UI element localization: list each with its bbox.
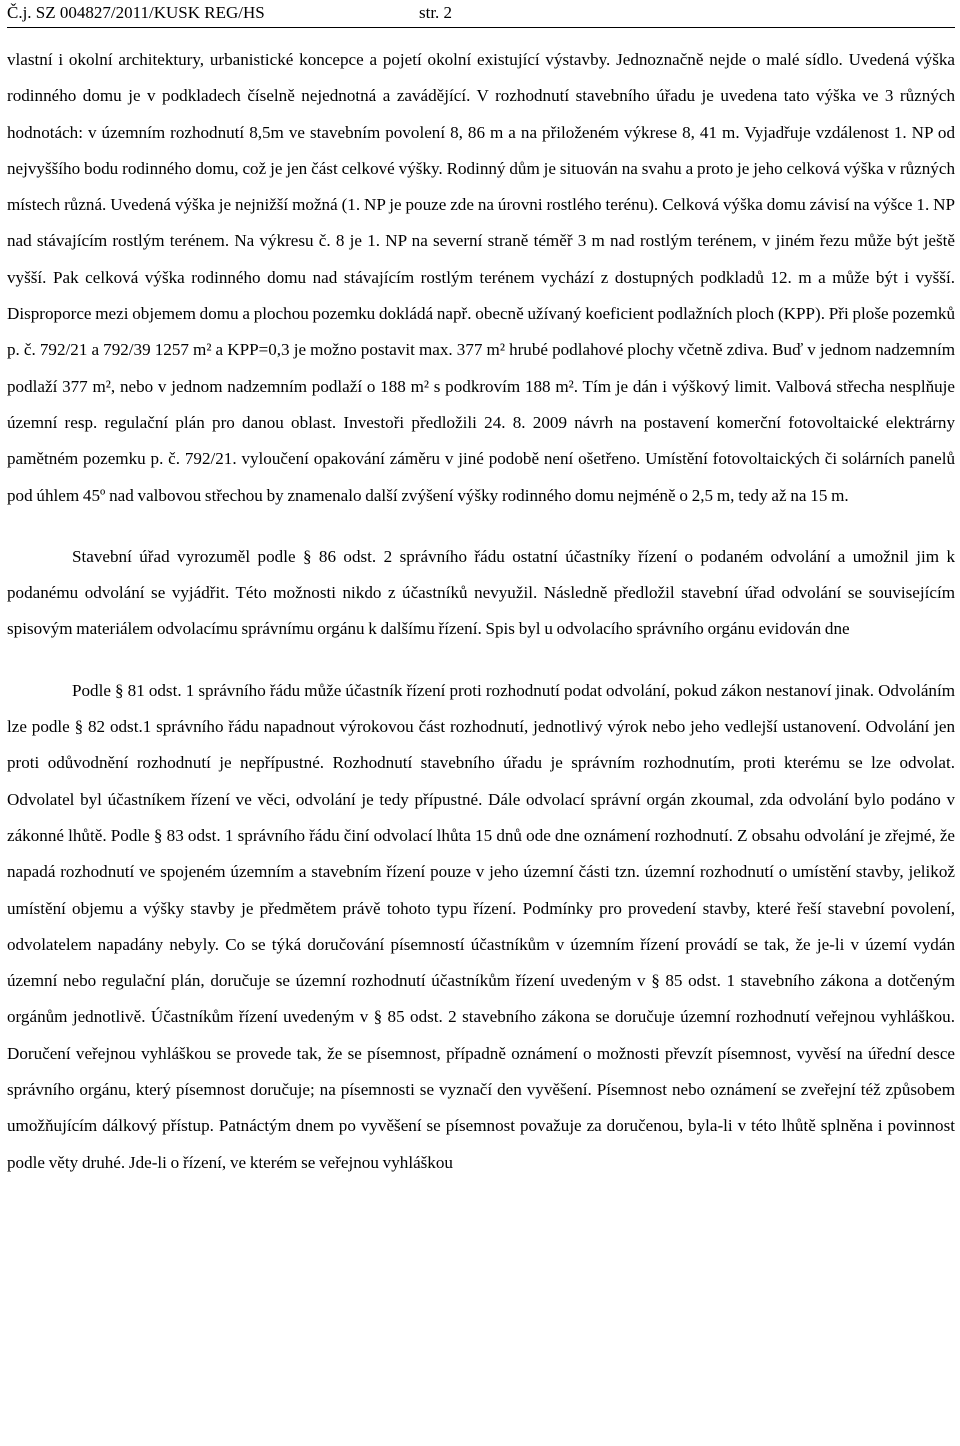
document-body [7,42,955,1181]
paragraph-gap [7,648,955,673]
paragraph-architecture: vlastní i okolní architektury, urbanistické koncepce a pojetí okolní existující výstavby. Jednoznačně nejde o malé sídlo. Uvedená výška rodinného domu je v podkladech číselně nejednotná a zavádějící. V rozhodnutí stavebního úřadu je uvedena tato výška ve 3 různých hodnotách: v územním rozhodnutí 8,5m ve stavebním povolení 8, 86 m a na přiloženém výkrese 8, 41 m. Vyjadřuje vzdálenost 1. NP od nejvyššího bodu rodinného domu, což je jen část celkové výšky. Rodinný dům je situován na svahu a proto je jeho celková výška v různých místech různá. Uvedená výška je nejnižší možná (1. NP je pouze zde na úrovni rostlého terénu). Celková výška domu závisí na výšce 1. NP nad stávajícím rostlým terénem. Na výkresu č. 8 je 1. NP na severní straně téměř 3 m nad rostlým terénem, v jiném řezu může být ještě vyšší. Pak celková výška rodinného domu nad stávajícím rostlým terénem vychází z dostupných podkladů 12. m a může být i vyšší. Disproporce mezi objemem domu a plochou pozemku dokládá např. obecně užívaný koeficient podlažních ploch (KPP). Při ploše pozemků p. č. 792/21 a 792/39 1257 m² a KPP=0,3 je možno postavit max. 377 m² hrubé podlahové plochy včetně zdiva. Buď v jednom nadzemním podlaží 377 m², nebo v jednom nadzemním podlaží o 188 m² s podkrovím 188 m². Tím je dán i výškový limit. Valbová střecha nesplňuje územní resp. regulační plán pro danou oblast. Investoři předložili 24. 8. 2009 návrh na postavení komerční fotovoltaické elektrárny pamětném pozemku p. č. 792/21. vyloučení opakování záměru v jiné podobě není ošetřeno. Umístění fotovoltaických či solárních panelů pod úhlem 45º nad valbovou střechou by znamenalo další zvýšení výšky rodinného domu nejméně o 2,5 m, tedy až na 15 m. [7,50,956,505]
paragraph-notification: Stavební úřad vyrozuměl podle § 86 odst. 2 správního řádu ostatní účastníky řízení o podaném odvolání a umožnil jim k podanému odvolání se vyjádřit. Této možnosti nikdo z účastníků nevyužil. Následně předložil stavební úřad odvolání se souvisejícím spisovým materiálem odvolacímu správnímu orgánu k dalšímu řízení. Spis byl u odvolacího správního orgánu evidován dne [7,546,955,639]
paragraph-gap [7,514,955,539]
case-reference: Č.j. SZ 004827/2011/KUSK REG/HS [7,3,265,22]
page-number: str. 2 [419,3,453,22]
page-header [7,3,955,28]
paragraph-appeal-assessment: Podle § 81 odst. 1 správního řádu může účastník řízení proti rozhodnutí podat odvolání, pokud zákon nestanoví jinak. Odvoláním lze podle § 82 odst.1 správního řádu napadnout výrokovou část rozhodnutí, jednotlivý výrok nebo jeho vedlejší ustanovení. Odvolání jen proti odůvodnění rozhodnutí je nepřípustné. Rozhodnutí stavebního úřadu je správním rozhodnutím, proti kterému se lze odvolat. Odvolatel byl účastníkem řízení ve věci, odvolání je tedy přípustné. Dále odvolací správní orgán zkoumal, zda odvolání bylo podáno v zákonné lhůtě. Podle § 83 odst. 1 správního řádu činí odvolací lhůta 15 dnů ode dne oznámení rozhodnutí. Z obsahu odvolání je zřejmé, že napadá rozhodnutí ve spojeném územním a stavebním řízení pouze v jeho územní části tzn. územní rozhodnutí o umístění stavby, jelikož umístění objemu a výšky stavby je předmětem právě tohoto typu řízení. Podmínky pro provedení stavby, které řeší stavební povolení, odvolatelem napadány nebyly. Co se týká doručování písemností účastníkům v územním řízení provádí se tak, že je-li v území vydán územní nebo regulační plán, doručuje se územní rozhodnutí účastníkům řízení uvedeným v § 85 odst. 1 stavebního zákona a dotčeným orgánům jednotlivě. Účastníkům řízení uvedeným v § 85 odst. 2 stavebního zákona se doručuje územní rozhodnutí veřejnou vyhláškou. Doručení veřejnou vyhláškou se provede tak, že se písemnost, případně oznámení o možnosti převzít písemnost, vyvěsí na úřední desce správního orgánu, který písemnost doručuje; na písemnosti se vyznačí den vyvěšení. Písemnost nebo oznámení se zveřejní též způsobem umožňujícím dálkový přístup. Patnáctým dnem po vyvěšení se písemnost považuje za doručenou, byla-li v této lhůtě splněna i povinnost podle věty druhé. Jde-li o řízení, ve kterém se veřejnou vyhláškou [7,680,955,1172]
